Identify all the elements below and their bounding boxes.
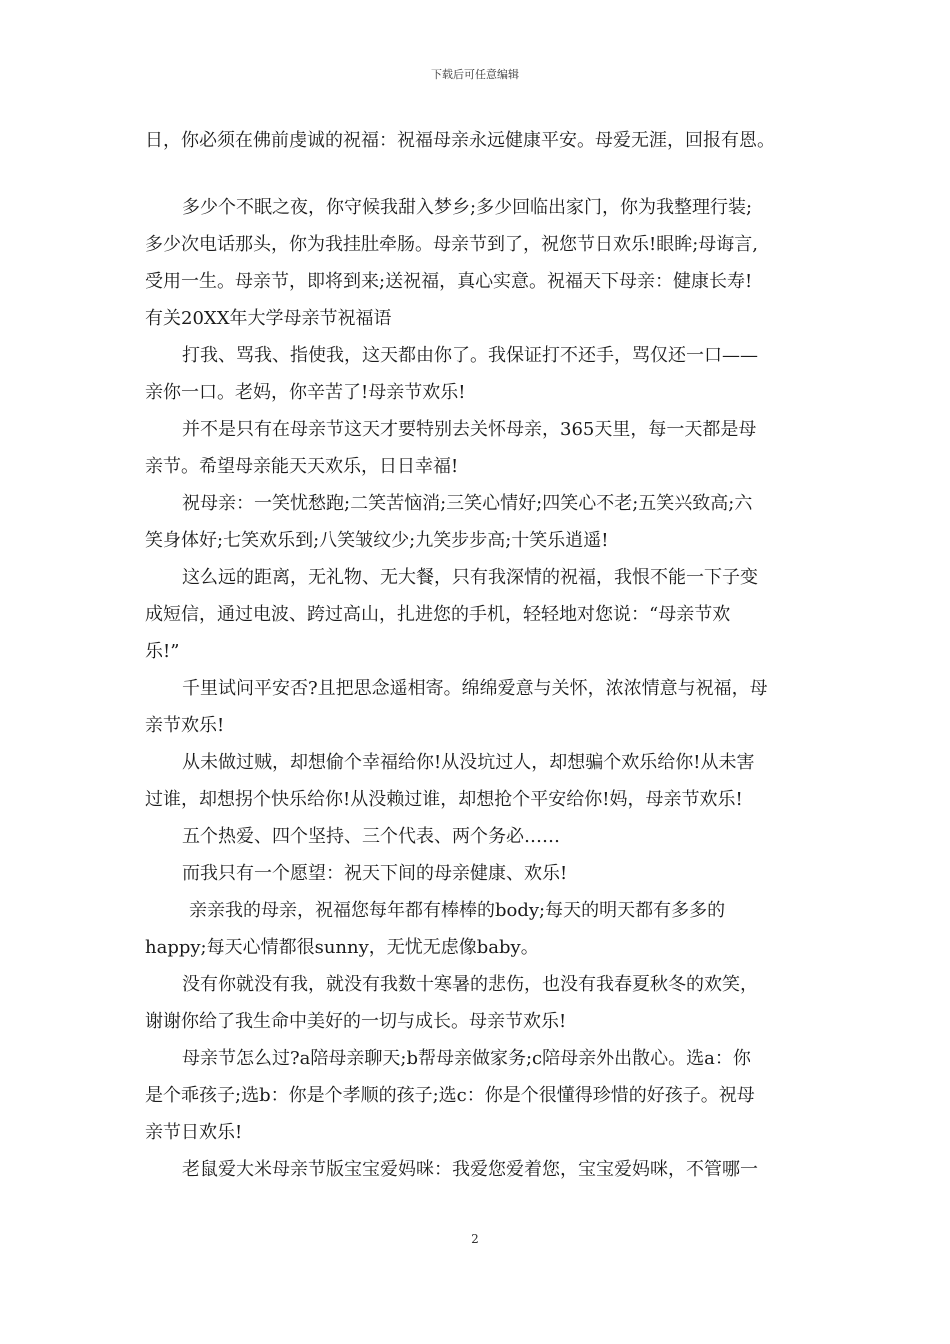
paragraph-gap xyxy=(145,159,810,189)
text-line: 从未做过贼，却想偷个幸福给你!从没坑过人，却想骗个欢乐给你!从未害 xyxy=(182,752,755,773)
text-line: 谢谢你给了我生命中美好的一切与成长。母亲节欢乐! xyxy=(145,1011,567,1032)
text-line: 五个热爱、四个坚持、三个代表、两个务必…… xyxy=(182,826,560,847)
text-line: 而我只有一个愿望：祝天下间的母亲健康、欢乐! xyxy=(182,863,568,884)
text-line: 成短信，通过电波、跨过高山，扎进您的手机，轻轻地对您说：“母亲节欢 xyxy=(145,604,731,625)
page-header: 下载后可任意编辑 xyxy=(431,68,519,81)
text-line: happy;每天心情都很sunny，无忧无虑像baby。 xyxy=(145,937,539,958)
text-line: 亲节日欢乐! xyxy=(145,1122,243,1143)
text-line: 乐!” xyxy=(145,641,180,662)
text-line: 多少次电话那头，你为我挂肚牵肠。母亲节到了，祝您节日欢乐!眼眸;母诲言, xyxy=(145,234,759,255)
text-line: 打我、骂我、指使我，这天都由你了。我保证打不还手，骂仅还一口—— xyxy=(182,345,758,366)
document-body xyxy=(145,122,810,1188)
text-line: 祝母亲：一笑忧愁跑;二笑苦恼消;三笑心情好;四笑心不老;五笑兴致高;六 xyxy=(182,493,753,514)
text-line: 过谁，却想拐个快乐给你!从没赖过谁，却想抢个平安给你!妈，母亲节欢乐! xyxy=(145,789,743,810)
text-line: 亲亲我的母亲，祝福您每年都有棒棒的body;每天的明天都有多多的 xyxy=(189,900,726,921)
text-line: 笑身体好;七笑欢乐到;八笑皱纹少;九笑步步高;十笑乐逍遥! xyxy=(145,530,609,551)
text-line: 没有你就没有我，就没有我数十寒暑的悲伤，也没有我春夏秋冬的欢笑， xyxy=(182,974,758,995)
text-line: 这么远的距离，无礼物、无大餐，只有我深情的祝福，我恨不能一下子变 xyxy=(182,567,758,588)
page-number: 2 xyxy=(471,1232,479,1246)
text-line: 并不是只有在母亲节这天才要特别去关怀母亲，365天里，每一天都是母 xyxy=(182,419,757,440)
text-line: 多少个不眠之夜，你守候我甜入梦乡;多少回临出家门，你为我整理行装; xyxy=(182,197,753,218)
text-line: 是个乖孩子;选b：你是个孝顺的孩子;选c：你是个很懂得珍惜的好孩子。祝母 xyxy=(145,1085,755,1106)
text-line: 母亲节怎么过?a陪母亲聊天;b帮母亲做家务;c陪母亲外出散心。选a：你 xyxy=(182,1048,751,1069)
text-line: 亲节。希望母亲能天天欢乐，日日幸福! xyxy=(145,456,459,477)
text-line: 亲你一口。老妈，你辛苦了!母亲节欢乐! xyxy=(145,382,466,403)
text-line: 受用一生。母亲节，即将到来;送祝福，真心实意。祝福天下母亲：健康长寿! xyxy=(145,271,753,292)
text-line: 有关20XX年大学母亲节祝福语 xyxy=(145,308,392,329)
text-line: 亲节欢乐! xyxy=(145,715,225,736)
text-line: 老鼠爱大米母亲节版宝宝爱妈咪：我爱您爱着您，宝宝爱妈咪，不管哪一 xyxy=(182,1159,758,1180)
text-line: 日，你必须在佛前虔诚的祝福：祝福母亲永远健康平安。母爱无涯，回报有恩。 xyxy=(145,130,775,151)
text-line: 千里试问平安否?且把思念遥相寄。绵绵爱意与关怀，浓浓情意与祝福，母 xyxy=(182,678,768,699)
